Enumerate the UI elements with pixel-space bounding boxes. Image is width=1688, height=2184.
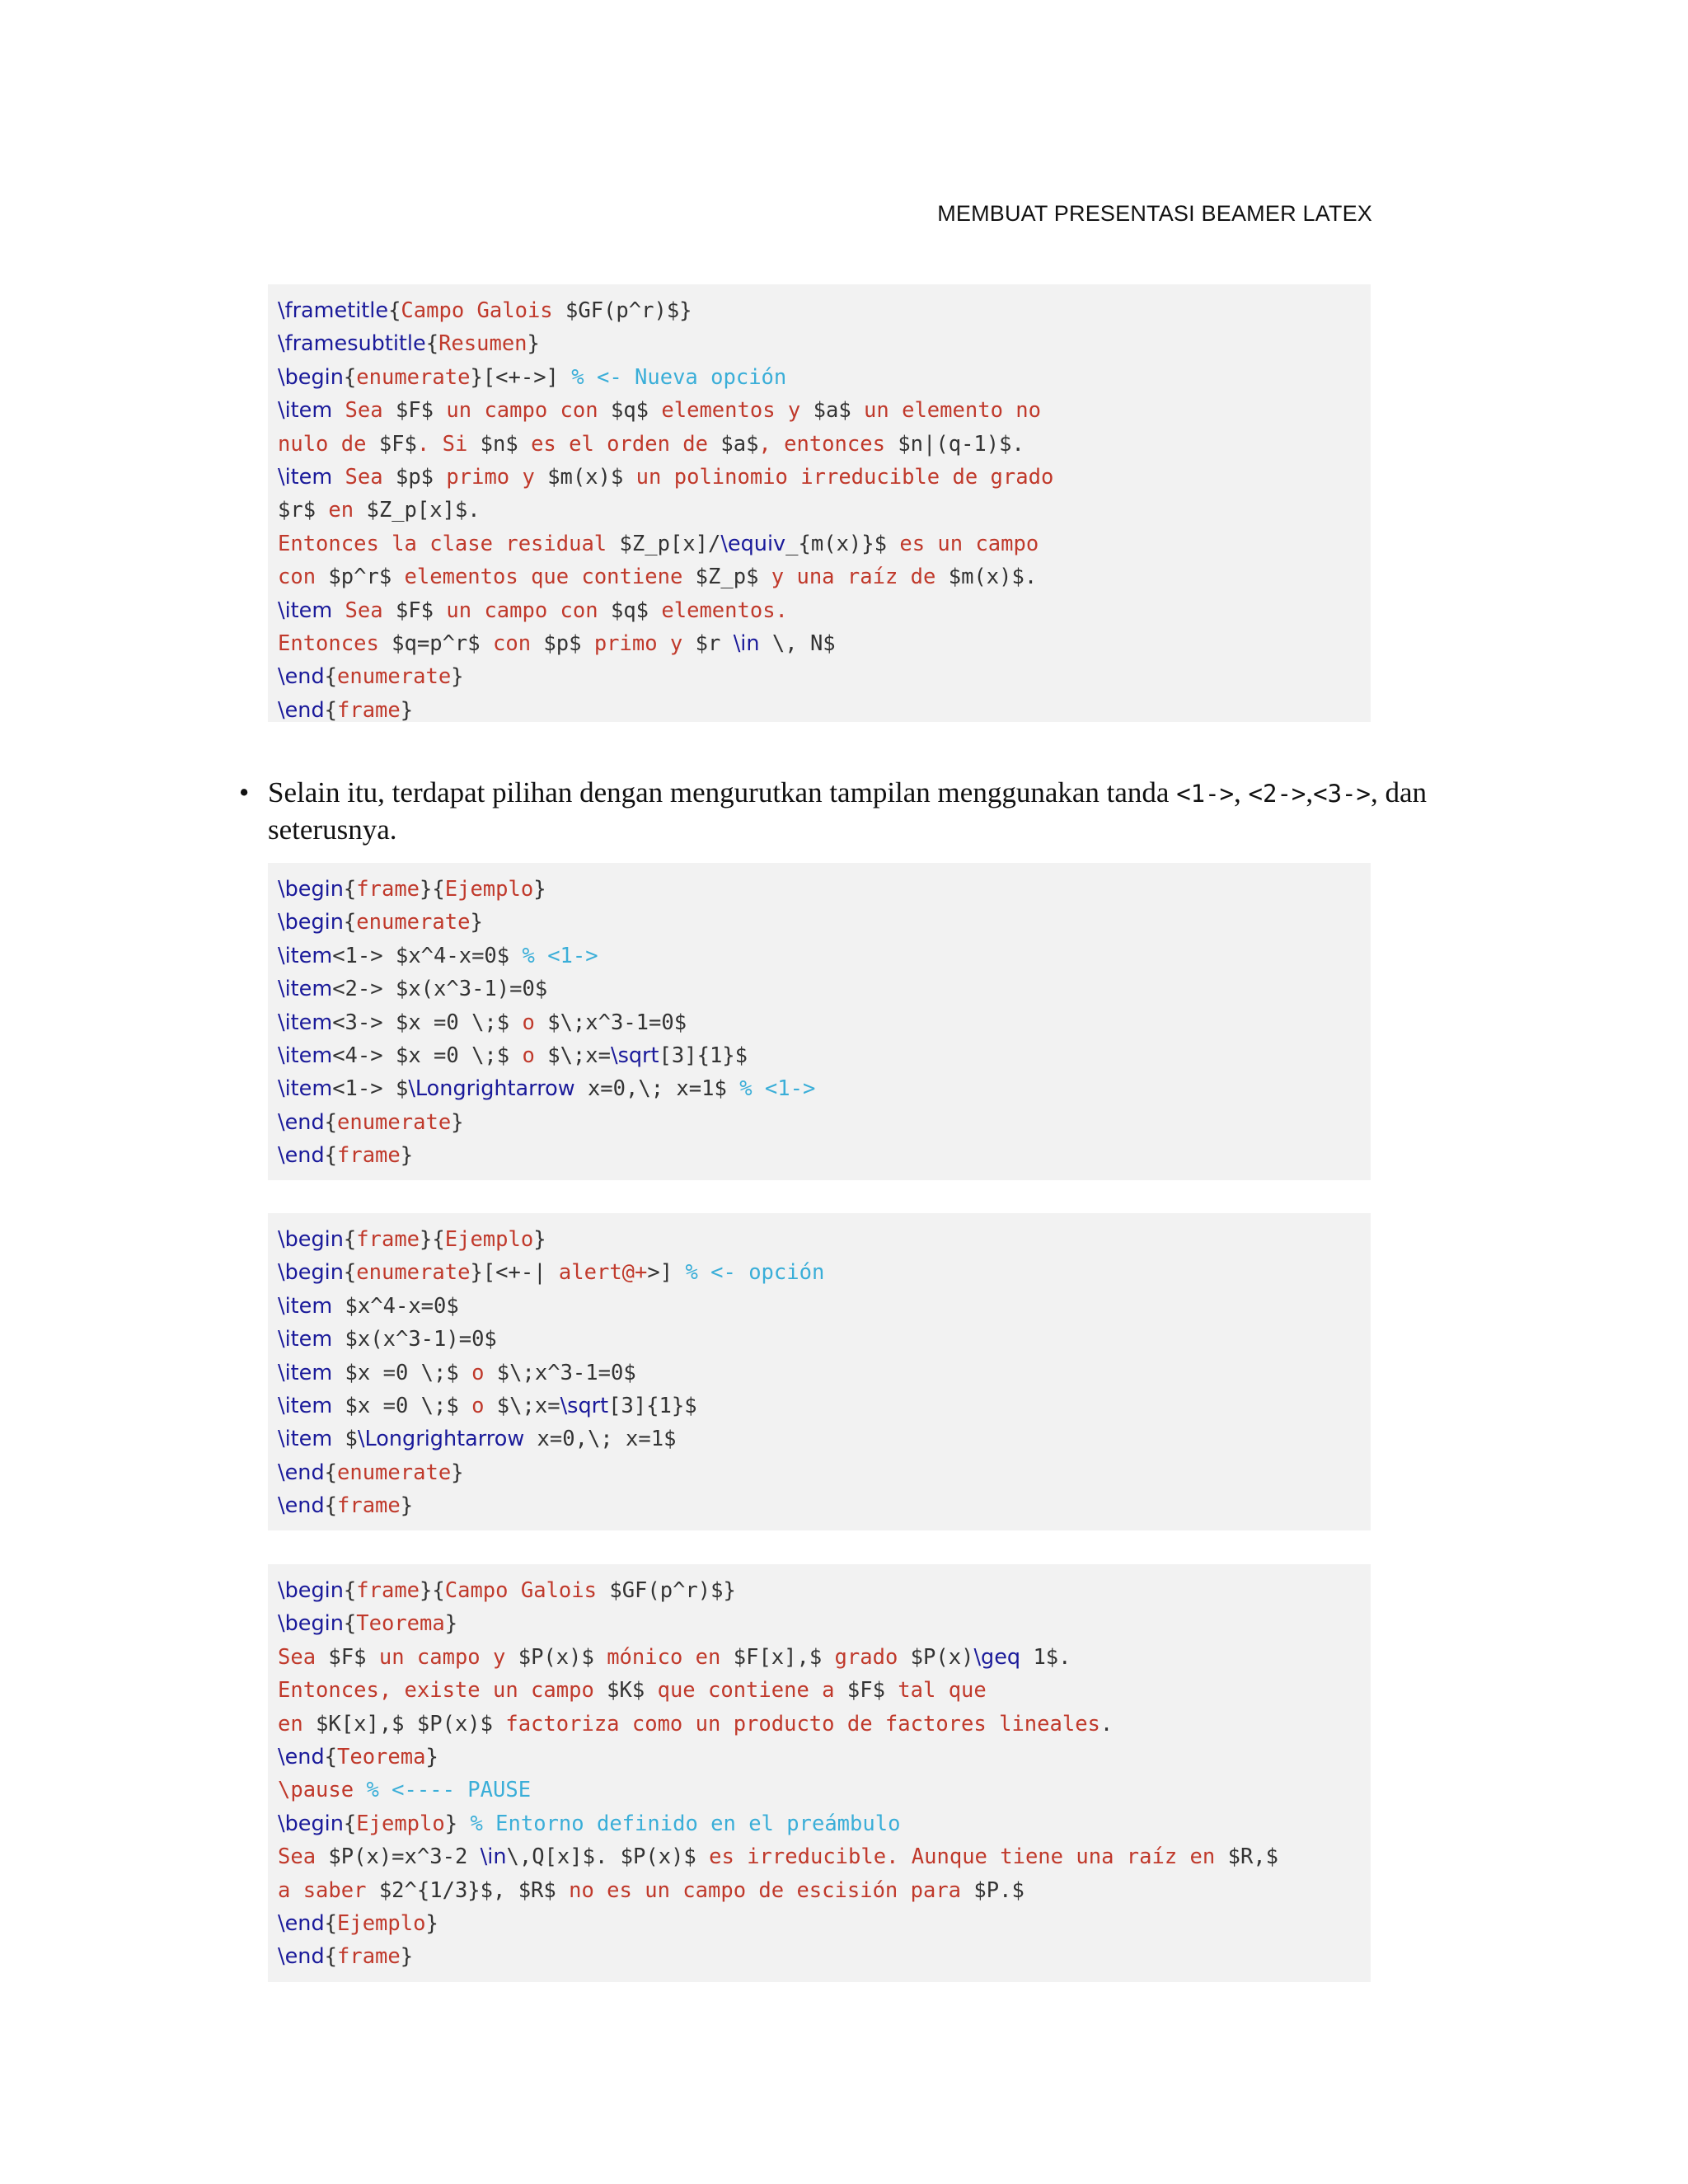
code-token-plain: { bbox=[324, 1109, 337, 1135]
code-line bbox=[278, 1807, 1371, 1840]
code-line bbox=[278, 1574, 1371, 1607]
code-token-txt: Campo Galois bbox=[444, 1578, 610, 1603]
code-token-txt: enumerate bbox=[356, 1260, 471, 1286]
code-token-plain: <2-> $x(x^3-1)=0$ bbox=[332, 977, 548, 1002]
code-token-com: % <1-> bbox=[522, 943, 598, 968]
code-token-plain: <1-> $x^4-x=0$ bbox=[332, 943, 523, 968]
code-token-plain: $F$ bbox=[378, 431, 417, 457]
code-line bbox=[278, 327, 1371, 360]
code-token-plain: $x =0 \;$ bbox=[332, 1360, 472, 1385]
code-token-plain: { bbox=[324, 697, 337, 722]
code-token-plain: } bbox=[425, 1910, 438, 1936]
code-token-txt: primo y bbox=[581, 630, 696, 656]
code-token-txt: Entonces, existe un campo bbox=[278, 1678, 607, 1704]
code-token-cmd: \begin bbox=[278, 1611, 344, 1637]
code-token-plain: } bbox=[470, 910, 483, 935]
code-token-plain: }{ bbox=[420, 1578, 445, 1603]
code-token-cmd: \end bbox=[278, 664, 325, 690]
code-token-plain: [3]{1}$ bbox=[659, 1043, 748, 1068]
code-token-cmd: \item bbox=[278, 398, 333, 424]
code-line bbox=[278, 873, 1371, 906]
code-token-plain: $x^4-x=0$ bbox=[332, 1293, 459, 1319]
code-token-txt: nulo de bbox=[278, 431, 379, 457]
code-token-plain: <3-> $x =0 \;$ bbox=[332, 1010, 523, 1035]
code-token-cmd: \Longrightarrow bbox=[408, 1076, 575, 1102]
code-token-com: % <- Nueva opción bbox=[571, 364, 787, 390]
code-token-plain: $q$ bbox=[610, 598, 649, 623]
code-token-cmd: \item bbox=[278, 1327, 333, 1352]
code-token-plain: \, N$ bbox=[759, 630, 836, 656]
code-token-plain: $F$ bbox=[395, 398, 434, 424]
code-token-txt: Resumen bbox=[438, 331, 528, 357]
code-token-txt: Ejemplo bbox=[444, 877, 534, 902]
code-token-plain: { bbox=[324, 1944, 337, 1970]
code-token-txt: Teorema bbox=[337, 1744, 426, 1769]
code-token-plain: <4-> $x =0 \;$ bbox=[332, 1043, 523, 1068]
code-line bbox=[278, 1390, 1371, 1422]
code-token-cmd: \begin bbox=[278, 1811, 344, 1836]
code-token-plain: } bbox=[400, 1493, 414, 1519]
code-token-txt: enumerate bbox=[337, 1460, 452, 1485]
code-token-cmd: \framesubtitle bbox=[278, 331, 426, 357]
code-line bbox=[278, 1641, 1371, 1674]
code-token-com: % <1-> bbox=[739, 1076, 816, 1102]
code-token-cmd: \end bbox=[278, 1460, 325, 1485]
code-token-plain: $F$ bbox=[395, 598, 434, 623]
bullet-paragraph bbox=[239, 775, 1442, 847]
code-line bbox=[278, 1323, 1371, 1356]
code-line bbox=[278, 1256, 1371, 1289]
code-token-plain: $a$ bbox=[813, 398, 851, 424]
code-token-plain: $\;x= bbox=[534, 1043, 611, 1068]
code-token-cmd: \begin bbox=[278, 1260, 344, 1286]
code-block-ejemplo-alert bbox=[268, 1213, 1371, 1530]
code-token-txt: Ejemplo bbox=[444, 1227, 534, 1252]
code-token-plain: $p$ bbox=[395, 464, 434, 490]
code-token-txt: Entonces la clase residual bbox=[278, 531, 620, 556]
code-line bbox=[278, 1357, 1371, 1390]
code-token-cmd: \end bbox=[278, 1493, 325, 1519]
running-header: MEMBUAT PRESENTASI BEAMER LATEX bbox=[937, 201, 1372, 226]
code-line bbox=[278, 1840, 1371, 1873]
code-token-txt: \pause bbox=[278, 1778, 367, 1803]
code-token-txt: Teorema bbox=[356, 1611, 445, 1637]
code-token-cmd: \item bbox=[278, 1076, 333, 1102]
code-token-txt: frame bbox=[337, 1944, 401, 1970]
code-token-txt: elementos y bbox=[649, 398, 814, 424]
code-token-plain: { bbox=[324, 1744, 337, 1769]
code-token-plain: $\;x^3-1=0$ bbox=[484, 1360, 636, 1385]
code-token-cmd: \in bbox=[733, 630, 760, 656]
code-token-txt: con bbox=[278, 565, 329, 590]
code-token-plain: $R,$ bbox=[1227, 1844, 1279, 1870]
code-line bbox=[278, 1741, 1371, 1774]
code-token-txt: no es un campo de escisión para bbox=[556, 1877, 974, 1903]
code-line bbox=[278, 527, 1371, 560]
code-token-plain: $p^r$ bbox=[328, 565, 392, 590]
code-token-txt: Ejemplo bbox=[356, 1811, 445, 1836]
code-token-plain: \,Q[x]$. $P(x)$ bbox=[506, 1844, 696, 1870]
code-line bbox=[278, 972, 1371, 1005]
code-line bbox=[278, 1489, 1371, 1522]
code-token-plain: _{m(x)}$ bbox=[785, 531, 887, 556]
code-token-txt: o bbox=[522, 1043, 535, 1068]
code-token-cmd: \begin bbox=[278, 877, 344, 902]
code-token-txt: frame bbox=[356, 877, 420, 902]
code-token-plain: { bbox=[343, 1578, 357, 1603]
code-token-cmd: \equiv bbox=[720, 531, 786, 556]
code-line bbox=[278, 361, 1371, 394]
code-token-txt: a saber bbox=[278, 1877, 379, 1903]
code-token-txt: elementos. bbox=[649, 598, 788, 623]
code-token-cmd: \item bbox=[278, 1293, 333, 1319]
code-token-cmd: \item bbox=[278, 977, 333, 1002]
code-line bbox=[278, 1106, 1371, 1139]
code-token-txt: Sea bbox=[278, 1644, 329, 1670]
code-token-plain: } bbox=[444, 1611, 458, 1637]
code-token-plain: $n|(q-1)$. bbox=[898, 431, 1025, 457]
code-token-plain: }{ bbox=[420, 1227, 445, 1252]
code-token-txt: o bbox=[471, 1393, 485, 1418]
code-token-plain: { bbox=[343, 364, 357, 390]
code-token-txt: grado bbox=[822, 1644, 911, 1670]
code-token-txt: y una raíz de bbox=[758, 565, 949, 590]
code-token-plain: . bbox=[1100, 1711, 1114, 1736]
code-line bbox=[278, 1456, 1371, 1489]
code-token-txt: factoriza como un producto de factores lineales bbox=[493, 1711, 1100, 1736]
code-token-plain: } bbox=[400, 1143, 414, 1169]
code-token-plain: { bbox=[324, 1460, 337, 1485]
code-token-plain: { bbox=[343, 910, 357, 935]
code-line bbox=[278, 906, 1371, 939]
code-token-plain: $K[x],$ $P(x)$ bbox=[316, 1711, 493, 1736]
code-token-plain: { bbox=[343, 877, 357, 902]
code-token-plain: { bbox=[343, 1260, 357, 1286]
code-token-cmd: \begin bbox=[278, 910, 344, 935]
code-token-cmd: \item bbox=[278, 1043, 333, 1068]
code-line bbox=[278, 461, 1371, 494]
bullet-text: Selain itu, terdapat pilihan dengan mengurutkan tampilan menggunakan tanda <1->, <2->,<3->, dan seterusnya. bbox=[268, 776, 1428, 846]
code-token-plain: { bbox=[324, 1493, 337, 1519]
code-token-plain: $r$ bbox=[278, 498, 316, 523]
code-token-plain: $\;x^3-1=0$ bbox=[534, 1010, 687, 1035]
code-token-txt: Sea bbox=[332, 464, 396, 490]
code-line bbox=[278, 1674, 1371, 1707]
code-token-plain: $m(x)$ bbox=[547, 464, 624, 490]
code-token-plain: } bbox=[444, 1811, 471, 1836]
code-token-cmd: \geq bbox=[973, 1644, 1021, 1670]
code-token-plain: { bbox=[324, 1910, 337, 1936]
code-token-plain: x=0,\; x=1$ bbox=[574, 1076, 740, 1102]
code-line bbox=[278, 1422, 1371, 1455]
code-line bbox=[278, 1006, 1371, 1039]
code-token-txt: frame bbox=[337, 697, 401, 722]
code-token-com: % <- opción bbox=[685, 1260, 825, 1286]
code-token-plain: $r bbox=[695, 630, 734, 656]
code-token-txt: un campo y bbox=[366, 1644, 518, 1670]
code-token-plain: $K$ bbox=[607, 1678, 645, 1704]
code-token-plain: } bbox=[425, 1744, 438, 1769]
code-token-cmd: \item bbox=[278, 1010, 333, 1035]
code-line bbox=[278, 1039, 1371, 1072]
code-token-plain: { bbox=[324, 1143, 337, 1169]
code-token-txt: es irreducible. Aunque tiene una raíz en bbox=[696, 1844, 1228, 1870]
code-token-plain: { bbox=[343, 1227, 357, 1252]
code-block-ejemplo-overlay bbox=[268, 863, 1371, 1180]
code-token-plain: <1-> $ bbox=[332, 1076, 409, 1102]
bullet-icon: • bbox=[239, 776, 250, 808]
code-token-txt: en bbox=[316, 498, 367, 523]
code-token-cmd: \begin bbox=[278, 1578, 344, 1603]
code-token-txt: Ejemplo bbox=[337, 1910, 426, 1936]
code-token-plain: 1$. bbox=[1020, 1644, 1071, 1670]
code-line bbox=[278, 1874, 1371, 1907]
code-token-plain: $Z_p$ bbox=[695, 565, 759, 590]
code-token-plain: } bbox=[451, 1460, 464, 1485]
code-token-plain: }[<+->] bbox=[470, 364, 572, 390]
code-block-campo-galois-resumen bbox=[268, 284, 1371, 722]
code-token-cmd: \sqrt bbox=[610, 1043, 659, 1068]
code-token-txt: o bbox=[522, 1010, 535, 1035]
code-token-txt: . Si bbox=[416, 431, 481, 457]
code-token-cmd: \item bbox=[278, 464, 333, 490]
code-token-plain: } bbox=[533, 877, 546, 902]
code-line bbox=[278, 428, 1371, 461]
code-line bbox=[278, 1072, 1371, 1105]
code-token-plain: $F$ bbox=[328, 1644, 367, 1670]
code-token-txt: frame bbox=[337, 1143, 401, 1169]
code-line bbox=[278, 1774, 1371, 1807]
code-block-campo-galois-teorema bbox=[268, 1564, 1371, 1982]
code-token-txt: Sea bbox=[278, 1844, 329, 1870]
code-token-plain: $GF(p^r)$} bbox=[609, 1578, 736, 1603]
code-token-txt: tal que bbox=[884, 1678, 987, 1704]
code-token-txt: , entonces bbox=[758, 431, 898, 457]
code-token-plain: $ bbox=[332, 1427, 358, 1452]
code-token-plain: { bbox=[324, 664, 337, 690]
code-token-txt: alert@+ bbox=[558, 1260, 648, 1286]
code-token-plain: [3]{1}$ bbox=[608, 1393, 697, 1418]
code-token-txt: Sea bbox=[332, 398, 396, 424]
code-line bbox=[278, 1223, 1371, 1256]
code-token-txt: enumerate bbox=[356, 364, 471, 390]
code-line bbox=[278, 594, 1371, 627]
code-line bbox=[278, 1139, 1371, 1172]
code-token-txt: un campo con bbox=[434, 598, 611, 623]
code-line bbox=[278, 627, 1371, 660]
code-token-txt: un campo con bbox=[434, 398, 611, 424]
code-token-plain: } bbox=[451, 1109, 464, 1135]
code-token-txt: Sea bbox=[332, 598, 396, 623]
code-token-plain: $P(x)=x^3-2 bbox=[328, 1844, 481, 1870]
code-token-cmd: \item bbox=[278, 1360, 333, 1385]
code-line bbox=[278, 940, 1371, 972]
code-line bbox=[278, 394, 1371, 427]
code-token-cmd: \item bbox=[278, 1393, 333, 1418]
code-token-plain: $x(x^3-1)=0$ bbox=[332, 1327, 497, 1352]
code-token-plain: }{ bbox=[420, 877, 445, 902]
code-token-plain: $m(x)$. bbox=[948, 565, 1038, 590]
code-token-plain: } bbox=[400, 697, 414, 722]
code-token-plain: $q$ bbox=[610, 398, 649, 424]
code-token-txt: mónico en bbox=[593, 1644, 734, 1670]
code-token-txt: en bbox=[278, 1711, 316, 1736]
code-token-cmd: \sqrt bbox=[560, 1393, 609, 1418]
code-token-plain: } bbox=[451, 664, 464, 690]
code-token-plain: $n$ bbox=[480, 431, 518, 457]
code-token-plain: $Z_p[x]/ bbox=[619, 531, 721, 556]
code-line bbox=[278, 1907, 1371, 1940]
code-token-cmd: \frametitle bbox=[278, 298, 389, 323]
code-token-txt: frame bbox=[337, 1493, 401, 1519]
code-token-cmd: \begin bbox=[278, 364, 344, 390]
code-token-cmd: \end bbox=[278, 1910, 325, 1936]
code-token-com: % Entorno definido en el preámbulo bbox=[470, 1811, 901, 1836]
code-token-plain: { bbox=[343, 1611, 357, 1637]
code-token-txt: Campo Galois bbox=[401, 298, 566, 323]
code-token-txt: es un campo bbox=[886, 531, 1039, 556]
code-token-plain: x=0,\; x=1$ bbox=[524, 1427, 677, 1452]
code-token-cmd: \item bbox=[278, 943, 333, 968]
code-line bbox=[278, 1708, 1371, 1741]
code-token-plain: } bbox=[527, 331, 540, 357]
code-token-plain: $P(x)$ bbox=[518, 1644, 594, 1670]
code-token-plain: $GF(p^r)$} bbox=[565, 298, 692, 323]
code-token-plain: { bbox=[388, 298, 401, 323]
code-token-plain: >] bbox=[647, 1260, 686, 1286]
code-token-plain: $q=p^r$ bbox=[392, 630, 481, 656]
code-token-cmd: \end bbox=[278, 1109, 325, 1135]
code-token-plain: $x =0 \;$ bbox=[332, 1393, 472, 1418]
code-token-plain: { bbox=[425, 331, 439, 357]
code-token-plain: $P.$ bbox=[973, 1877, 1025, 1903]
code-line bbox=[278, 1290, 1371, 1323]
code-token-com: % <---- PAUSE bbox=[366, 1778, 532, 1803]
code-line bbox=[278, 494, 1371, 527]
code-line bbox=[278, 694, 1371, 722]
code-token-txt: Entonces bbox=[278, 630, 392, 656]
code-line bbox=[278, 1607, 1371, 1640]
code-token-plain: $Z_p[x]$. bbox=[366, 498, 481, 523]
code-line bbox=[278, 560, 1371, 593]
code-token-txt: con bbox=[480, 630, 544, 656]
code-token-cmd: \item bbox=[278, 1427, 333, 1452]
code-token-txt: que contiene a bbox=[645, 1678, 847, 1704]
code-token-plain: $2^{1/3}$, $R$ bbox=[378, 1877, 556, 1903]
code-token-cmd: \end bbox=[278, 1944, 325, 1970]
code-token-txt: un polinomio irreducible de grado bbox=[623, 464, 1054, 490]
code-token-txt: enumerate bbox=[337, 1109, 452, 1135]
code-line bbox=[278, 1940, 1371, 1973]
code-token-txt: frame bbox=[356, 1227, 420, 1252]
code-token-plain: }[<+-| bbox=[470, 1260, 559, 1286]
code-token-txt: enumerate bbox=[337, 664, 452, 690]
code-token-plain: $\;x= bbox=[484, 1393, 560, 1418]
code-token-plain: $p$ bbox=[543, 630, 582, 656]
code-token-txt: o bbox=[471, 1360, 485, 1385]
code-token-txt: es el orden de bbox=[518, 431, 721, 457]
code-token-plain: { bbox=[343, 1811, 357, 1836]
code-token-plain: $a$ bbox=[720, 431, 759, 457]
code-token-txt: frame bbox=[356, 1578, 420, 1603]
code-token-cmd: \end bbox=[278, 697, 325, 722]
code-token-txt: elementos que contiene bbox=[392, 565, 696, 590]
code-token-txt: primo y bbox=[434, 464, 548, 490]
code-token-plain: } bbox=[533, 1227, 546, 1252]
code-token-cmd: \end bbox=[278, 1744, 325, 1769]
code-token-plain: } bbox=[400, 1944, 414, 1970]
code-token-cmd: \Longrightarrow bbox=[357, 1427, 525, 1452]
code-line bbox=[278, 294, 1371, 327]
code-token-plain: $P(x) bbox=[910, 1644, 974, 1670]
code-token-plain: $F[x],$ bbox=[733, 1644, 823, 1670]
code-token-cmd: \item bbox=[278, 598, 333, 623]
code-line bbox=[278, 660, 1371, 693]
code-token-plain: $F$ bbox=[846, 1678, 885, 1704]
code-token-txt: un elemento no bbox=[851, 398, 1041, 424]
code-token-cmd: \in bbox=[480, 1844, 507, 1870]
code-token-txt: enumerate bbox=[356, 910, 471, 935]
code-token-cmd: \begin bbox=[278, 1227, 344, 1252]
code-token-cmd: \end bbox=[278, 1143, 325, 1169]
